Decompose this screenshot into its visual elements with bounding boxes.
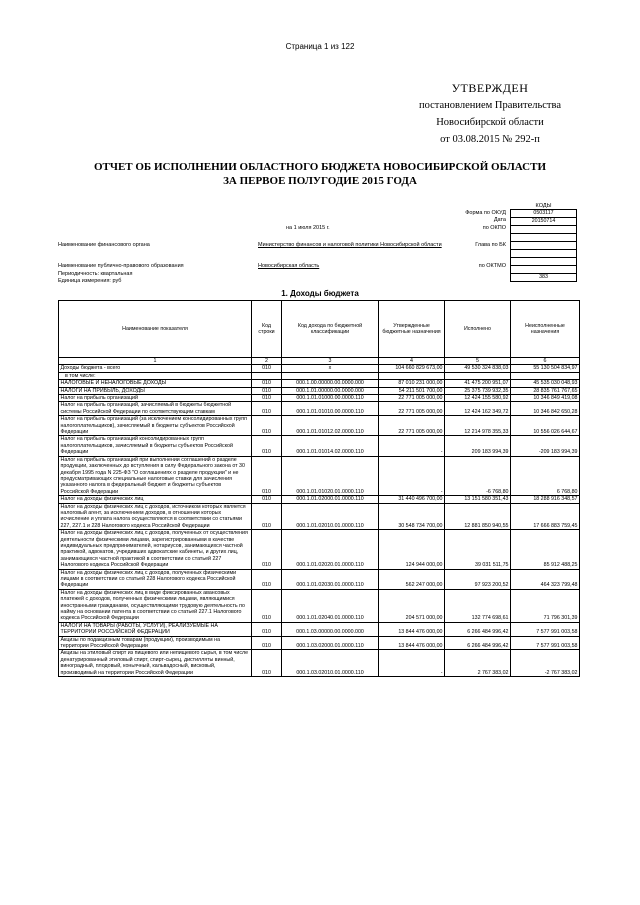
cell-executed: 209 183 994,39: [445, 436, 511, 456]
cell-approved: -: [379, 436, 445, 456]
cell-unexecuted: -2 767 383,02: [511, 650, 580, 677]
cell-unexecuted: 18 288 916 348,57: [511, 496, 580, 503]
cell-name: Акцизы по подакцизным товарам (продукции), производимым на территории Российской Федерации: [59, 636, 252, 650]
cell-unexecuted: 28 835 761 767,65: [511, 387, 580, 394]
cell-line-code: 010: [252, 636, 282, 650]
cell-approved: 104 660 829 673,00: [379, 365, 445, 372]
cell-approved: -: [379, 650, 445, 677]
cell-approved: 30 548 734 700,00: [379, 503, 445, 530]
cell-line-code: 010: [252, 622, 282, 636]
ppo-value: Новосибирская область: [258, 263, 320, 269]
cell-name: Налог на прибыль организаций при выполнении соглашений о разделе продукции, заключенных до вступления в силу Федерального закона от 30 декабря 1995 года N 225-ФЗ "О соглашениях о разделе продукции" и не предусматривающих специальные налоговые ставки для зачисления указанного налога в федеральный бюджет и бюджеты субъектов Российской Федерации: [59, 456, 252, 495]
cell-approved: 22 771 005 000,00: [379, 402, 445, 416]
cell-approved: 13 844 476 000,00: [379, 636, 445, 650]
cell-income-code: 000.1.01.02020.01.0000.110: [282, 530, 379, 569]
cell-executed: -6 768,80: [445, 456, 511, 495]
ppo-label: Наименование публично-правового образования: [58, 263, 184, 269]
cell-line-code: 010: [252, 503, 282, 530]
cell-executed: 39 031 511,75: [445, 530, 511, 569]
cell-name: Налог на прибыль организаций (за исключением консолидированных групп налогоплательщиков), зачисляемый в бюджеты субъектов Российской Федерации: [59, 416, 252, 436]
col-number: 3: [282, 358, 379, 365]
cell-unexecuted: 6 768,80: [511, 456, 580, 495]
cell-line-code: 010: [252, 387, 282, 394]
cell-unexecuted: 45 535 030 048,93: [511, 380, 580, 387]
header-approved: Утвержденные бюджетные назначения: [379, 301, 445, 358]
header-unexecuted: Неисполненные назначения: [511, 301, 580, 358]
cell-name: НАЛОГОВЫЕ И НЕНАЛОГОВЫЕ ДОХОДЫ: [59, 380, 252, 387]
cell-income-code: 000.1.01.01000.00.0000.110: [282, 395, 379, 402]
table-row: [59, 503, 580, 530]
cell-line-code: 010: [252, 365, 282, 372]
table-row: [59, 589, 580, 622]
table-row: [59, 650, 580, 677]
cell-executed: 12 881 850 940,55: [445, 503, 511, 530]
header-name: Наименование показателя: [59, 301, 252, 358]
cell-executed: 49 530 324 838,03: [445, 365, 511, 372]
table-row: [59, 530, 580, 569]
cell-income-code: 000.1.01.00000.00.0000.000: [282, 387, 379, 394]
cell-approved: 204 571 000,00: [379, 589, 445, 622]
cell-income-code: [282, 372, 379, 379]
codes-header: КОДЫ: [535, 203, 552, 209]
cell-unexecuted: 85 912 488,25: [511, 530, 580, 569]
codes-table: [510, 209, 577, 282]
cell-income-code: 000.1.01.01010.00.0000.110: [282, 402, 379, 416]
cell-executed: 132 774 698,61: [445, 589, 511, 622]
cell-line-code: 010: [252, 402, 282, 416]
cell-unexecuted: [511, 372, 580, 379]
cell-income-code: 000.1.03.02010.01.0000.110: [282, 650, 379, 677]
col-number: 5: [445, 358, 511, 365]
report-title: [40, 160, 600, 188]
cell-executed: 13 151 580 351,43: [445, 496, 511, 503]
approval-block: [400, 80, 580, 148]
cell-line-code: [252, 372, 282, 379]
cell-executed: 6 266 484 996,42: [445, 622, 511, 636]
okpo-code: [511, 226, 577, 234]
cell-unexecuted: 71 796 301,39: [511, 589, 580, 622]
cell-approved: 22 771 005 000,00: [379, 395, 445, 402]
cell-name: НАЛОГИ НА ПРИБЫЛЬ, ДОХОДЫ: [59, 387, 252, 394]
cell-line-code: 010: [252, 436, 282, 456]
report-title-line2: ЗА ПЕРВОЕ ПОЛУГОДИЕ 2015 ГОДА: [223, 175, 417, 187]
oktmo-label: по ОКТМО: [478, 263, 506, 269]
cell-line-code: 010: [252, 530, 282, 569]
cell-approved: -: [379, 456, 445, 495]
header-income-code: Код дохода по бюджетной классификации: [282, 301, 379, 358]
col-number: 2: [252, 358, 282, 365]
cell-income-code: 000.1.01.01012.02.0000.110: [282, 416, 379, 436]
cell-income-code: 000.1.01.01020.01.0000.110: [282, 456, 379, 495]
cell-unexecuted: 7 577 991 003,58: [511, 636, 580, 650]
cell-unexecuted: 10 346 849 419,08: [511, 395, 580, 402]
cell-name: Налог на доходы физических лиц с доходов, полученных физическими лицами в соответствии со статьей 228 Налогового кодекса Российской Федерации: [59, 569, 252, 589]
cell-line-code: 010: [252, 380, 282, 387]
cell-line-code: 010: [252, 416, 282, 436]
cell-income-code: 000.1.01.02030.01.0000.110: [282, 569, 379, 589]
unit: Единица измерения: руб: [58, 278, 122, 284]
cell-executed: 12 214 978 355,33: [445, 416, 511, 436]
oktmo-code-extra: [511, 258, 577, 266]
report-date: на 1 июля 2015 г.: [286, 225, 330, 231]
cell-executed: 6 266 484 996,42: [445, 636, 511, 650]
table-row: [59, 365, 580, 372]
col-number: 1: [59, 358, 252, 365]
cell-unexecuted: 10 556 026 644,67: [511, 416, 580, 436]
table-row: [59, 622, 580, 636]
finorg-label: Наименование финансового органа: [58, 242, 150, 248]
cell-line-code: 010: [252, 395, 282, 402]
cell-line-code: 010: [252, 650, 282, 677]
approval-line: Новосибирской области: [436, 117, 544, 128]
cell-income-code: 000.1.01.02010.01.0000.110: [282, 503, 379, 530]
cell-unexecuted: 7 577 991 003,58: [511, 622, 580, 636]
cell-income-code: x: [282, 365, 379, 372]
okpo-label: по ОКПО: [482, 225, 506, 231]
approval-line: постановлением Правительства: [418, 100, 561, 111]
cell-income-code: 000.1.01.01014.02.0000.110: [282, 436, 379, 456]
col-number: 4: [379, 358, 445, 365]
cell-executed: 41 475 200 951,07: [445, 380, 511, 387]
header-line-code: Код строки: [252, 301, 282, 358]
glava-label: Глава по БК: [475, 242, 506, 248]
cell-executed: 12 424 162 349,72: [445, 402, 511, 416]
cell-unexecuted: 17 666 883 759,45: [511, 503, 580, 530]
cell-name: Налог на доходы физических лиц с доходов, источником которых является налоговый агент, за исключением доходов, в отношении которых исчисление и уплата налога осуществляются в соответствии со статьями 227, 227.1 и 228 Налогового кодекса Российской Федерации: [59, 503, 252, 530]
cell-income-code: 000.1.03.00000.00.0000.000: [282, 622, 379, 636]
cell-name: Акцизы на этиловый спирт из пищевого или непищевого сырья, в том числе денатурированный этиловый спирт, спирт-сырец, дистилляты винный, виноградный, плодовый, коньячный, кальвадосный, висковый, производимый на территории Российской Федерации: [59, 650, 252, 677]
cell-approved: 54 211 501 700,00: [379, 387, 445, 394]
cell-name: Налог на доходы физических лиц с доходов, полученных от осуществления деятельности физическими лицами, зарегистрированными в качестве индивидуальных предпринимателей, нотариусов, занимающихся частной практикой, адвокатов, учредивших адвокатские кабинеты, и других лиц, занимающихся частной практикой в соответствии со статьей 227 Налогового кодекса Российской Федерации: [59, 530, 252, 569]
cell-approved: [379, 372, 445, 379]
cell-name: Налог на прибыль организаций: [59, 395, 252, 402]
cell-name: в том числе:: [59, 372, 252, 379]
table-row: [59, 456, 580, 495]
cell-name: Налог на доходы физических лиц: [59, 496, 252, 503]
cell-line-code: 010: [252, 496, 282, 503]
cell-executed: 97 923 200,52: [445, 569, 511, 589]
cell-line-code: 010: [252, 569, 282, 589]
cell-approved: 87 010 231 000,00: [379, 380, 445, 387]
cell-approved: 124 944 000,00: [379, 530, 445, 569]
table-row: [59, 496, 580, 503]
cell-unexecuted: 55 130 504 834,97: [511, 365, 580, 372]
cell-name: Доходы бюджета - всего: [59, 365, 252, 372]
date-code: 20150714: [511, 218, 577, 226]
periodicity: Периодичность: квартальная: [58, 271, 133, 277]
date-label: Дата: [493, 217, 506, 223]
cell-name: Налог на доходы физических лиц в виде фиксированных авансовых платежей с доходов, полученных физическими лицами, являющимися иностранными гражданами, осуществляющими трудовую деятельность по найму на основании патента в соответствии со статьей 227.1 Налогового кодекса Российской Федерации: [59, 589, 252, 622]
cell-unexecuted: 10 346 842 650,28: [511, 402, 580, 416]
table-row: [59, 387, 580, 394]
table-row: [59, 416, 580, 436]
section-title: 1. Доходы бюджета: [281, 289, 359, 298]
cell-income-code: 000.1.01.02000.01.0000.110: [282, 496, 379, 503]
table-row: [59, 402, 580, 416]
table-row: [59, 372, 580, 379]
table-row: [59, 636, 580, 650]
approval-line: от 03.08.2015 № 292-п: [440, 134, 540, 145]
cell-income-code: 000.1.01.02040.01.0000.110: [282, 589, 379, 622]
header-executed: Исполнено: [445, 301, 511, 358]
cell-executed: 25 375 739 932,35: [445, 387, 511, 394]
approval-heading: УТВЕРЖДЕН: [451, 81, 529, 95]
income-table: [58, 300, 580, 677]
table-row: [59, 569, 580, 589]
oktmo-code-extra2: [511, 266, 577, 274]
cell-name: Налог на прибыль организаций, зачисляемый в бюджеты бюджетной системы Российской Федерации по соответствующим ставкам: [59, 402, 252, 416]
okud-label: Форма по ОКУД: [465, 210, 506, 216]
cell-unexecuted: 464 323 799,48: [511, 569, 580, 589]
table-row: [59, 380, 580, 387]
oktmo-code: [511, 250, 577, 258]
cell-approved: 31 440 496 700,00: [379, 496, 445, 503]
col-number: 6: [511, 358, 580, 365]
okei-code: 383: [511, 274, 577, 282]
cell-executed: [445, 372, 511, 379]
cell-executed: 2 767 383,02: [445, 650, 511, 677]
cell-name: Налог на прибыль организаций консолидированных групп налогоплательщиков, зачисляемый в бюджеты субъектов Российской Федерации: [59, 436, 252, 456]
cell-name: НАЛОГИ НА ТОВАРЫ (РАБОТЫ, УСЛУГИ), РЕАЛИЗУЕМЫЕ НА ТЕРРИТОРИИ РОССИЙСКОЙ ФЕДЕРАЦИИ: [59, 622, 252, 636]
cell-executed: 12 424 155 580,92: [445, 395, 511, 402]
table-row: [59, 436, 580, 456]
report-title-line1: ОТЧЕТ ОБ ИСПОЛНЕНИИ ОБЛАСТНОГО БЮДЖЕТА НОВОСИБИРСКОЙ ОБЛАСТИ: [93, 161, 547, 173]
table-row: [59, 395, 580, 402]
cell-approved: 13 844 476 000,00: [379, 622, 445, 636]
page-number: Страница 1 из 122: [285, 42, 355, 51]
cell-approved: 22 771 005 000,00: [379, 416, 445, 436]
cell-income-code: 000.1.03.02000.01.0000.110: [282, 636, 379, 650]
cell-unexecuted: -209 183 994,39: [511, 436, 580, 456]
cell-line-code: 010: [252, 456, 282, 495]
cell-income-code: 000.1.00.00000.00.0000.000: [282, 380, 379, 387]
glava-code-extra: [511, 242, 577, 250]
finorg-value: Министерство финансов и налоговой политики Новосибирской области: [258, 242, 442, 248]
cell-approved: 562 247 000,00: [379, 569, 445, 589]
okud-code: 0503117: [511, 210, 577, 218]
glava-code: [511, 234, 577, 242]
cell-line-code: 010: [252, 589, 282, 622]
